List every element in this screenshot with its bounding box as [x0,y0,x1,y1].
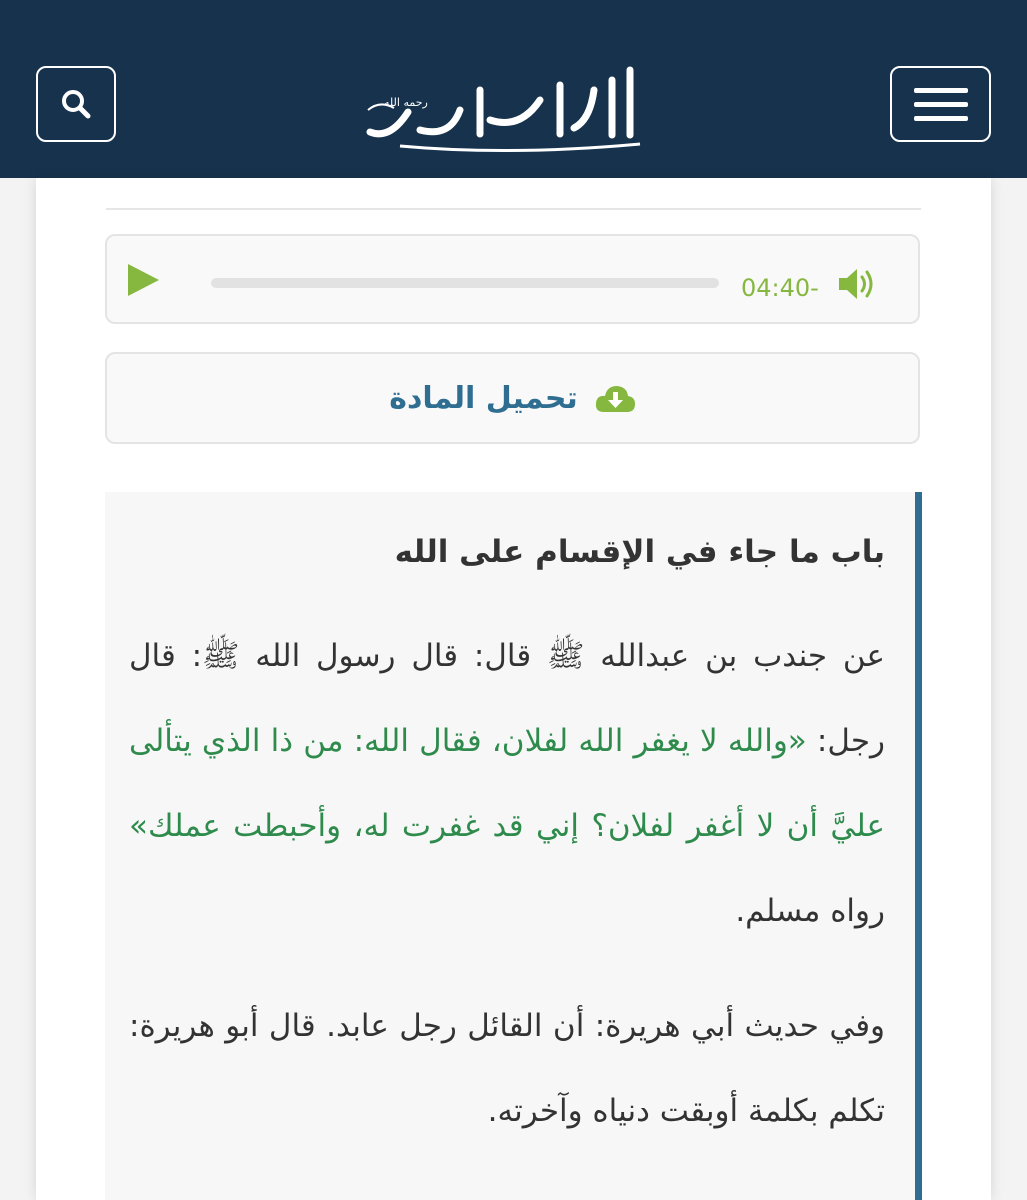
hadith-content [105,492,922,1200]
play-icon[interactable] [125,262,161,298]
download-label: تحميل المادة [389,380,578,416]
search-button[interactable] [36,66,116,142]
audio-progress-track[interactable] [211,278,719,288]
commentary-paragraph: وفي حديث أبي هريرة: أن القائل رجل عابد. قال أبو هريرة: تكلم بكلمة أوبقت دنياه وآخرته. [129,1008,885,1129]
svg-text:رحمه الله: رحمه الله [384,96,428,109]
hadith-paragraph [129,614,885,954]
audio-player [105,234,920,324]
audio-time: 04:40- [741,274,819,302]
hamburger-menu-icon [914,84,968,124]
volume-icon[interactable] [837,266,877,302]
menu-button[interactable] [890,66,991,142]
hadith-intro: عن جندب بن عبدالله ﷺ قال: قال رسول الله ﷺ: قال رجل: [129,638,885,759]
search-icon [58,86,94,122]
chapter-title: باب ما جاء في الإقسام على الله [394,534,885,570]
logo-calligraphy [360,50,660,160]
divider [106,208,921,210]
hadith-quote: «والله لا يغفر الله لفلان، فقال الله: من ذا الذي يتألى عليَّ أن لا أغفر لفلان؟ إني قد غفرت له، وأحبطت عملك» [129,723,885,844]
hadith-source: رواه مسلم. [735,893,885,929]
site-header [0,0,1027,178]
download-button[interactable] [105,352,920,444]
site-logo[interactable] [360,50,660,160]
main-card [36,178,991,1200]
cloud-download-icon [594,382,636,414]
